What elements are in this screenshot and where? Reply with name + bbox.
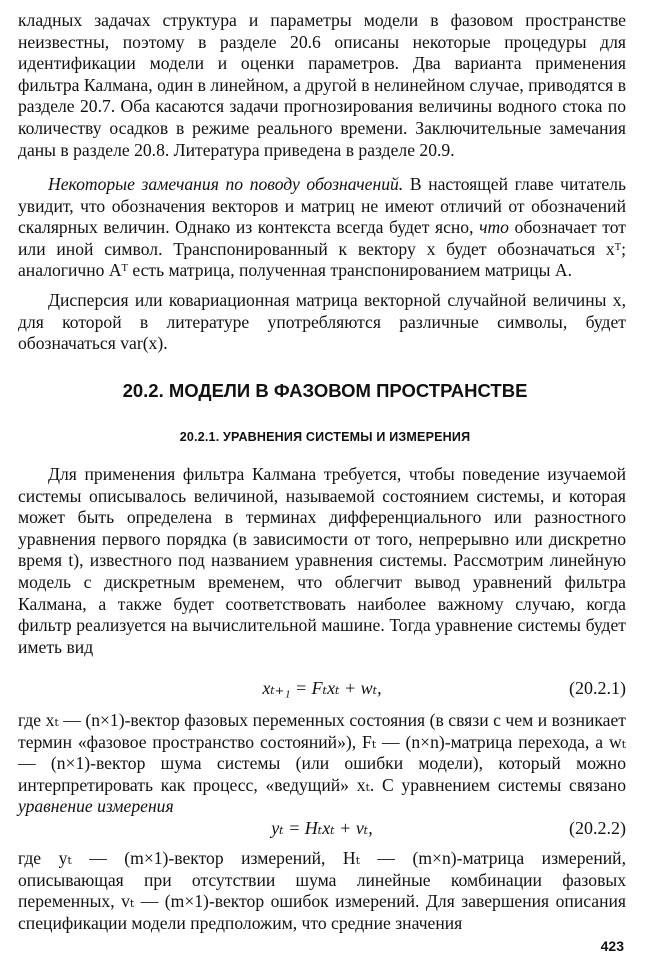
measurement-equation-term: уравнение измерения (18, 796, 174, 817)
page-number: 423 (600, 938, 624, 954)
intro-paragraph-2 (18, 174, 626, 282)
equation-system (18, 678, 626, 702)
equation-measurement-number: (20.2.2) (569, 818, 626, 838)
intro-paragraph-2-text-b: обозначает тот или иной символ. Транспонированный к вектору x будет обозначаться xᵀ; аналогично Aᵀ есть матрица, полученная транспонированием матрицы A. (18, 217, 626, 281)
equation-system-number: (20.2.1) (569, 678, 626, 698)
body-paragraph-3: где yₜ — (m×1)-вектор измерений, Hₜ — (m×n)-матрица измерений, описывающая при отсутствии шума линейные комбинации фазовых переменных, vₜ — (m×1)-вектор ошибок измерений. Для завершения описания спецификации модели предположим, что средние значения (18, 848, 626, 933)
notation-remarks-heading: Некоторые замечания по поводу обозначений. (48, 174, 404, 194)
section-title: 20.2. МОДЕЛИ В ФАЗОВОМ ПРОСТРАНСТВЕ (122, 380, 528, 401)
equation-system-formula: xₜ₊₁ = Fₜxₜ + wₜ, (262, 678, 382, 698)
intro-paragraph-2-text-a: В настоящей главе читатель увидит, что обозначения векторов и матриц не имеют отличий от обозначений скалярных величин. Однако из контекста всегда будет ясно, (18, 174, 627, 238)
intro-paragraph-2-emphasis: что (479, 217, 509, 238)
body-paragraph-2 (18, 710, 626, 818)
intro-paragraph-1: кладных задачах структура и параметры модели в фазовом пространстве неизвестны, поэтому в разделе 20.6 описаны некоторые процедуры для идентификации модели и оценки параметров. Два варианта применения фильтра Калмана, один в линейном, а другой в нелинейном случае, приводятся в разделе 20.7. Оба касаются задачи прогнозирования величины водного стока по количеству осадков в режиме реального времени. Заключительные замечания даны в разделе 20.8. Литература приведена в разделе 20.9. (18, 10, 626, 160)
subsection-title: 20.2.1. УРАВНЕНИЯ СИСТЕМЫ И ИЗМЕРЕНИЯ (179, 430, 471, 444)
equation-measurement (18, 818, 626, 842)
body-paragraph-2-text: где xₜ — (n×1)-вектор фазовых переменных состояния (в связи с чем и возникает термин «фазовое пространство состояний»), Fₜ — (n×n)-матрица перехода, а wₜ — (n×1)-вектор шума системы (или ошибки модели), который можно интерпретировать как процесс, «ведущий» xₜ. С уравнением системы связано (18, 710, 626, 795)
intro-paragraph-3: Дисперсия или ковариационная матрица векторной случайной величины x, для которой в литературе употребляются различные символы, будет обозначаться var(x). (18, 290, 626, 354)
equation-measurement-formula: yₜ = Hₜxₜ + vₜ, (271, 818, 373, 838)
body-paragraph-1: Для применения фильтра Калмана требуется, чтобы поведение изучаемой системы описывалось величиной, называемой состоянием системы, и которая может быть определена в терминах дифференциального или разностного уравнения первого порядка (в зависимости от того, непрерывно или дискретно время t), известного под названием уравнения системы. Рассмотрим линейную модель с дискретным временем, что облегчит вывод уравнений фильтра Калмана, а также будет соответствовать наиболее важному случаю, когда фильтр реализуется на вычислительной машине. Тогда уравнение системы будет иметь вид (18, 464, 626, 657)
